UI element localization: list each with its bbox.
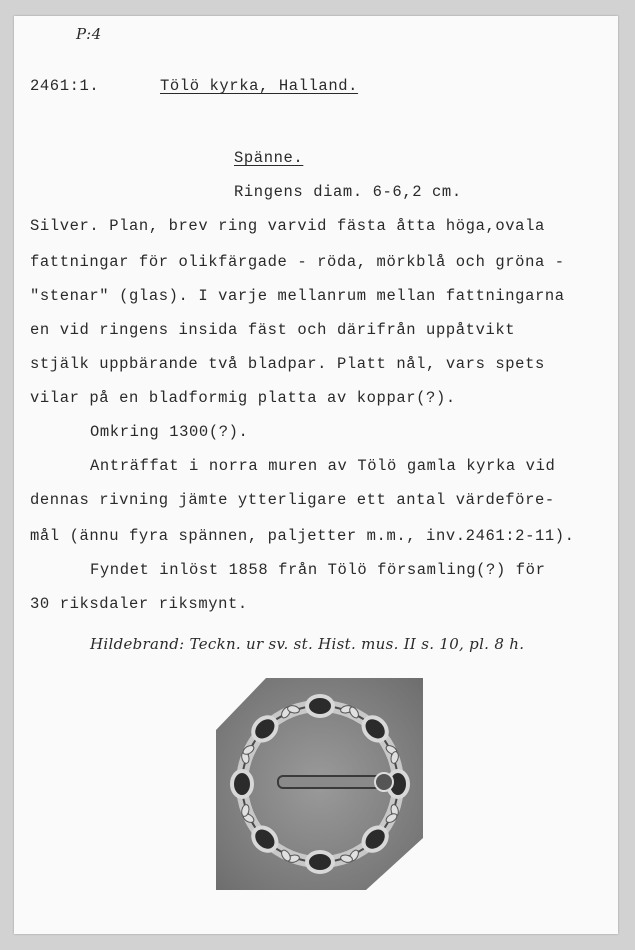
text-line: mål (ännu fyra spännen, paljetter m.m., inv.2461:2-11). <box>30 527 575 545</box>
brooch-setting <box>307 696 333 716</box>
text-line: en vid ringens insida fäst och därifrån uppåtvikt <box>30 321 516 339</box>
location-heading: Tölö kyrka, Halland. <box>160 77 359 95</box>
brooch-setting <box>232 771 252 797</box>
corner-mark: P:4 <box>76 25 102 43</box>
brooch-photo <box>216 678 423 890</box>
handwritten-reference: Hildebrand: Teckn. ur sv. st. Hist. mus. II s. 10, pl. 8 h. <box>90 635 525 653</box>
catalog-number: 2461:1. <box>30 77 100 95</box>
text-line: stjälk uppbärande två bladpar. Platt nål, vars spets <box>30 355 545 373</box>
brooch-setting <box>307 852 333 872</box>
object-title: Spänne. <box>234 149 304 167</box>
text-line: "stenar" (glas). I varje mellanrum mellan fattningarna <box>30 287 565 305</box>
text-line: Ringens diam. 6-6,2 cm. <box>234 183 462 201</box>
text-line: dennas rivning jämte ytterligare ett antal värdeföre- <box>30 491 555 509</box>
text-line: Anträffat i norra muren av Tölö gamla kyrka vid <box>90 457 556 475</box>
dating-line: Omkring 1300(?). <box>90 423 249 441</box>
text-line: 30 riksdaler riksmynt. <box>30 595 248 613</box>
text-line: Silver. Plan, brev ring varvid fästa åtta höga,ovala <box>30 217 545 235</box>
text-line: fattningar för olikfärgade - röda, mörkblå och gröna - <box>30 253 565 271</box>
text-line: Fyndet inlöst 1858 från Tölö församling(?) för <box>90 561 546 579</box>
text-line: vilar på en bladformig platta av koppar(?). <box>30 389 456 407</box>
